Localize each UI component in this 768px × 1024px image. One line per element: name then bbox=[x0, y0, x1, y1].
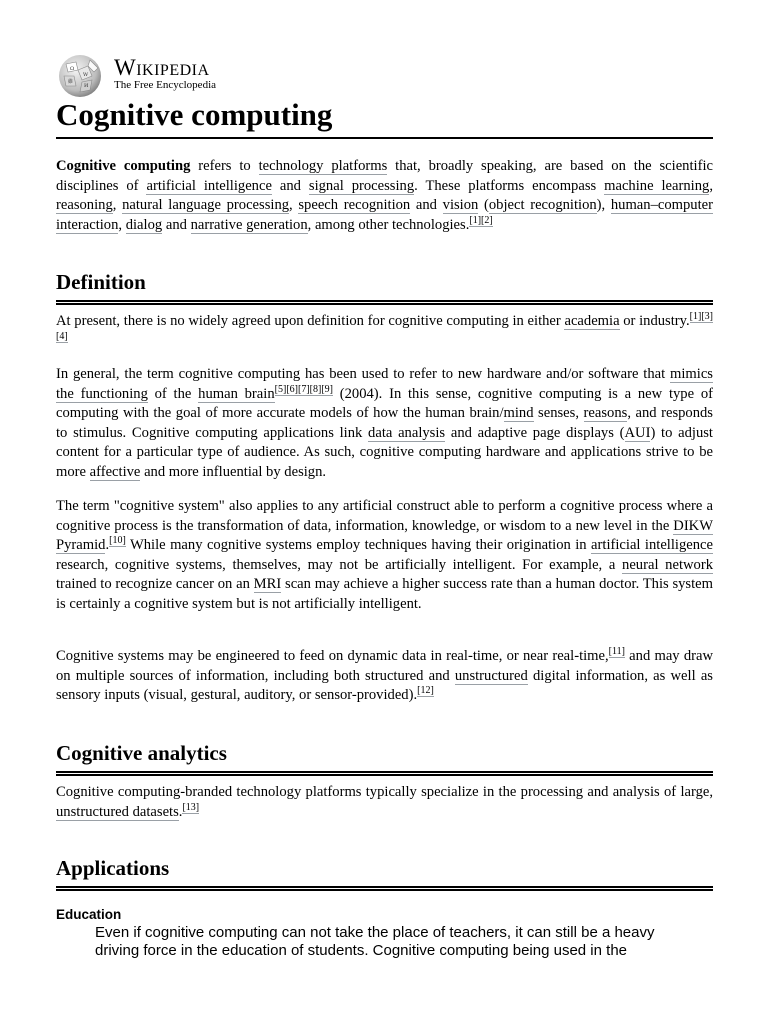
intro-bold-term: Cognitive computing bbox=[56, 158, 191, 174]
wikipedia-globe-icon bbox=[56, 54, 104, 98]
link-affective[interactable]: affective bbox=[89, 463, 141, 480]
ref-link[interactable]: [10] bbox=[109, 535, 126, 547]
wikipedia-wordmark: Wikipedia bbox=[114, 55, 210, 80]
svg-text:W: W bbox=[83, 72, 89, 78]
link-mri[interactable]: MRI bbox=[253, 576, 282, 592]
ref-link[interactable]: [8] bbox=[309, 383, 322, 395]
link-reasons[interactable]: reasons bbox=[583, 405, 628, 421]
link-neural-network[interactable]: neural network bbox=[622, 556, 713, 573]
link-unstructured-datasets[interactable]: unstructured datasets bbox=[56, 803, 179, 820]
subsection-heading-education: Education bbox=[56, 907, 122, 922]
education-paragraph: Even if cognitive computing can not take the place of teachers, it can still be a heavy driving force in the education of students. Cognitive computing being used in the bbox=[95, 924, 655, 959]
ref-link[interactable]: [6] bbox=[286, 383, 298, 395]
definition-paragraph-2: In general, the term cognitive computing has been used to refer to new hardware and/or software that mimics the functioning of the human brain[5][6][7][8][9] (2004). In this sense, cognitive computing is a new type of computing with the goal of more accurate models of how the human brain/mind senses, reasons, and responds to stimulus. Cognitive computing applications link data analysis and adaptive page displays (AUI) to adjust content for a particular type of audience. As such, cognitive computing hardware and applications strive to be more affective and more influential by design. bbox=[56, 366, 713, 480]
svg-text:維: 維 bbox=[68, 79, 74, 85]
ref-link[interactable]: [5] bbox=[274, 383, 287, 395]
link-academia[interactable]: academia bbox=[564, 313, 620, 329]
link-artificial-intelligence-2[interactable]: artificial intelligence bbox=[591, 537, 713, 553]
link-aui[interactable]: AUI bbox=[624, 424, 651, 441]
definition-paragraph-4: Cognitive systems may be engineered to feed on dynamic data in real-time, or near real-time,[11] and may draw on multiple sources of information, including both structured and unstructured digital information, as well as sensory inputs (visual, gestural, auditory, or sensor-provided).[12] bbox=[56, 646, 713, 703]
ref-link[interactable]: [13] bbox=[182, 801, 200, 813]
link-speech-recognition[interactable]: speech recognition bbox=[298, 197, 411, 213]
link-data-analysis[interactable]: data analysis bbox=[368, 424, 446, 441]
page-title: Cognitive computing bbox=[56, 94, 713, 139]
link-artificial-intelligence[interactable]: artificial intelligence bbox=[146, 177, 272, 194]
analytics-paragraph: Cognitive computing-branded technology platforms typically specialize in the processing and analysis of large, unstructured datasets.[13] bbox=[56, 784, 713, 820]
link-mimics-the-functioning[interactable]: mimics the functioning bbox=[56, 366, 713, 402]
link-unstructured[interactable]: unstructured bbox=[454, 667, 528, 684]
intro-paragraph: Cognitive computing refers to technology platforms that, broadly speaking, are based on the scientific disciplines of artificial intelligence and signal processing. These platforms encompass machine learning, reasoning, natural language processing, speech recognition and vision (object recognition), human–computer interaction, dialog and narrative generation, among other technologies.[1][2] bbox=[56, 158, 713, 233]
definition-paragraph-1: At present, there is no widely agreed upon definition for cognitive computing in either academia or industry.[1][3][4] bbox=[56, 311, 713, 342]
link-narrative-generation[interactable]: narrative generation bbox=[190, 216, 308, 233]
svg-text:И: И bbox=[84, 83, 89, 89]
section-heading-applications: Applications bbox=[56, 854, 713, 891]
ref-link[interactable]: [2] bbox=[481, 214, 493, 226]
ref-link[interactable]: [11] bbox=[608, 646, 625, 658]
link-human-computer-interaction[interactable]: human–computer interaction bbox=[56, 197, 713, 233]
wikipedia-logo[interactable] bbox=[56, 54, 256, 98]
link-reasoning[interactable]: reasoning bbox=[56, 197, 113, 213]
ref-link[interactable]: [12] bbox=[417, 685, 434, 697]
section-heading-definition: Definition bbox=[56, 268, 713, 305]
link-object-recognition[interactable]: object recognition bbox=[488, 197, 597, 213]
link-dialog[interactable]: dialog bbox=[125, 216, 163, 233]
link-technology-platforms[interactable]: technology platforms bbox=[258, 158, 388, 174]
ref-link[interactable]: [1] bbox=[689, 311, 702, 323]
section-heading-cognitive-analytics: Cognitive analytics bbox=[56, 739, 713, 776]
link-vision[interactable]: vision bbox=[442, 197, 479, 213]
ref-link[interactable]: [7] bbox=[297, 383, 310, 395]
ref-link[interactable]: [9] bbox=[321, 383, 333, 395]
ref-link[interactable]: [4] bbox=[56, 330, 68, 342]
link-dikw-pyramid[interactable]: DIKW Pyramid bbox=[56, 517, 713, 553]
definition-paragraph-3: The term "cognitive system" also applies to any artificial construct able to perform a cognitive process where a cognitive process is the transformation of data, information, knowledge, or wisdom to a new level in the DIKW Pyramid.[10] While many cognitive systems employ techniques having their origination in artificial intelligence research, cognitive systems, themselves, may not be artificially intelligent. For example, a neural network trained to recognize cancer on an MRI scan may achieve a higher success rate than a human doctor. This system is certainly a cognitive system but is not artificially intelligent. bbox=[56, 498, 713, 612]
link-signal-processing[interactable]: signal processing bbox=[308, 177, 415, 194]
link-machine-learning[interactable]: machine learning bbox=[604, 177, 710, 194]
ref-link[interactable]: [1] bbox=[469, 214, 482, 226]
link-mind[interactable]: mind bbox=[503, 405, 534, 421]
wikipedia-tagline: The Free Encyclopedia bbox=[114, 79, 217, 91]
link-human-brain[interactable]: human brain bbox=[198, 385, 275, 402]
svg-text:Ω: Ω bbox=[70, 66, 75, 72]
ref-link[interactable]: [3] bbox=[701, 311, 713, 323]
link-natural-language-processing[interactable]: natural language processing bbox=[122, 197, 290, 213]
